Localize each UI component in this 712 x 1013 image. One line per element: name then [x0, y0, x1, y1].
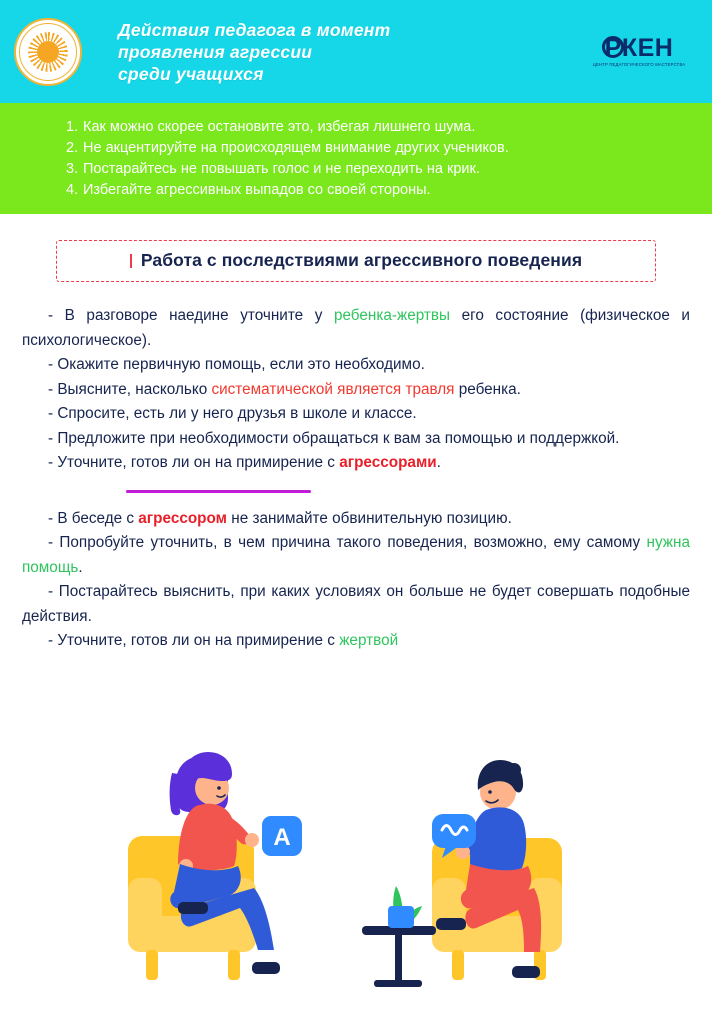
title-accent-bar: [130, 254, 132, 268]
logo-subtitle: ЦЕНТР ПЕДАГОГИЧЕСКОГО МАСТЕРСТВА: [592, 62, 686, 67]
section-title-box: [56, 240, 656, 282]
victim-line-3-part-b: ребенка.: [454, 380, 521, 398]
section-title: Работа с последствиями агрессивного поведения: [140, 250, 583, 270]
steps-band: [0, 103, 712, 214]
side-table-with-plant: [362, 886, 436, 987]
aggressor-highlight-help: нужна помощь: [22, 534, 690, 576]
victim-line-5: - Предложите при необходимости обращаться к вам за помощью и поддержкой.: [48, 429, 620, 447]
victim-line-2: - Окажите первичную помощь, если это необходимо.: [48, 356, 425, 373]
step-text: Постарайтесь не повышать голос и не переходить на крик.: [83, 161, 480, 177]
step-number: 1.: [66, 119, 79, 135]
victim-line-3-part-a: - Выясните, насколько: [48, 380, 212, 398]
page-title: [118, 19, 580, 85]
letter-badge-icon: [262, 816, 302, 856]
poster-header: [0, 0, 712, 103]
body-content: [22, 304, 690, 654]
list-item: [66, 180, 676, 201]
aggressor-line-3: - Постарайтесь выяснить, при каких условиях он больше не будет совершать подобные действия.: [22, 583, 690, 625]
victim-line-1: [22, 304, 690, 353]
victim-line-6: [22, 451, 690, 476]
logo-text: РКЕН: [604, 34, 674, 62]
victim-line-1-part-a: - В разговоре наедине уточните у: [48, 307, 334, 324]
section-divider: [126, 490, 311, 493]
aggressor-line-1-part-a: - В беседе с: [48, 509, 139, 527]
kazakhstan-emblem-icon: [14, 18, 82, 86]
victim-highlight-child: ребенка-жертвы: [333, 307, 451, 324]
step-text: Как можно скорее остановите это, избегая лишнего шума.: [83, 119, 476, 135]
step-text: Не акцентируйте на происходящем внимание других учеников.: [83, 140, 509, 156]
victim-line-6-part-b: .: [436, 454, 441, 471]
aggressor-line-2-part-a: - Попробуйте уточнить, в чем причина такого поведения, возможно, ему самому: [48, 534, 647, 551]
page-title-line-2: проявления агрессии: [118, 41, 313, 62]
step-number: 2.: [66, 140, 79, 156]
victim-line-4: - Спросите, есть ли у него друзья в школе и классе.: [48, 405, 417, 422]
list-item: [66, 159, 676, 180]
aggressor-line-2-part-b: .: [78, 558, 83, 576]
victim-line-6-part-a: - Уточните, готов ли он на примирение с: [48, 454, 340, 471]
aggressor-line-4-part-a: - Уточните, готов ли он на примирение с: [48, 632, 340, 649]
orken-logo: [580, 35, 698, 68]
steps-list: [66, 117, 676, 201]
step-number: 4.: [66, 182, 79, 198]
step-text: Избегайте агрессивных выпадов со своей стороны.: [83, 182, 431, 198]
victim-highlight-aggressors: агрессорами: [339, 454, 437, 471]
victim-line-1-part-b: его состояние (физическое и психологическое).: [22, 307, 690, 349]
page-title-line-3: среди учащихся: [118, 63, 264, 84]
victim-highlight-bullying: систематической является травля: [211, 380, 455, 398]
list-item: [66, 138, 676, 159]
step-number: 3.: [66, 161, 79, 177]
page-title-line-1: Действия педагога в момент: [118, 19, 391, 40]
victim-line-3: [22, 378, 690, 403]
aggressor-highlight: агрессором: [138, 509, 227, 527]
letter-badge-text: A: [273, 824, 291, 851]
list-item: [66, 117, 676, 138]
aggressor-line-1: [22, 507, 690, 532]
aggressor-highlight-victim: жертвой: [339, 632, 399, 649]
illustration-svg: [0, 718, 712, 1008]
aggressor-line-1-part-b: не занимайте обвинительную позицию.: [227, 509, 512, 527]
aggressor-line-2: [22, 531, 690, 580]
aggressor-line-4: [22, 629, 690, 654]
illustration-teacher-and-student: [0, 718, 712, 1008]
